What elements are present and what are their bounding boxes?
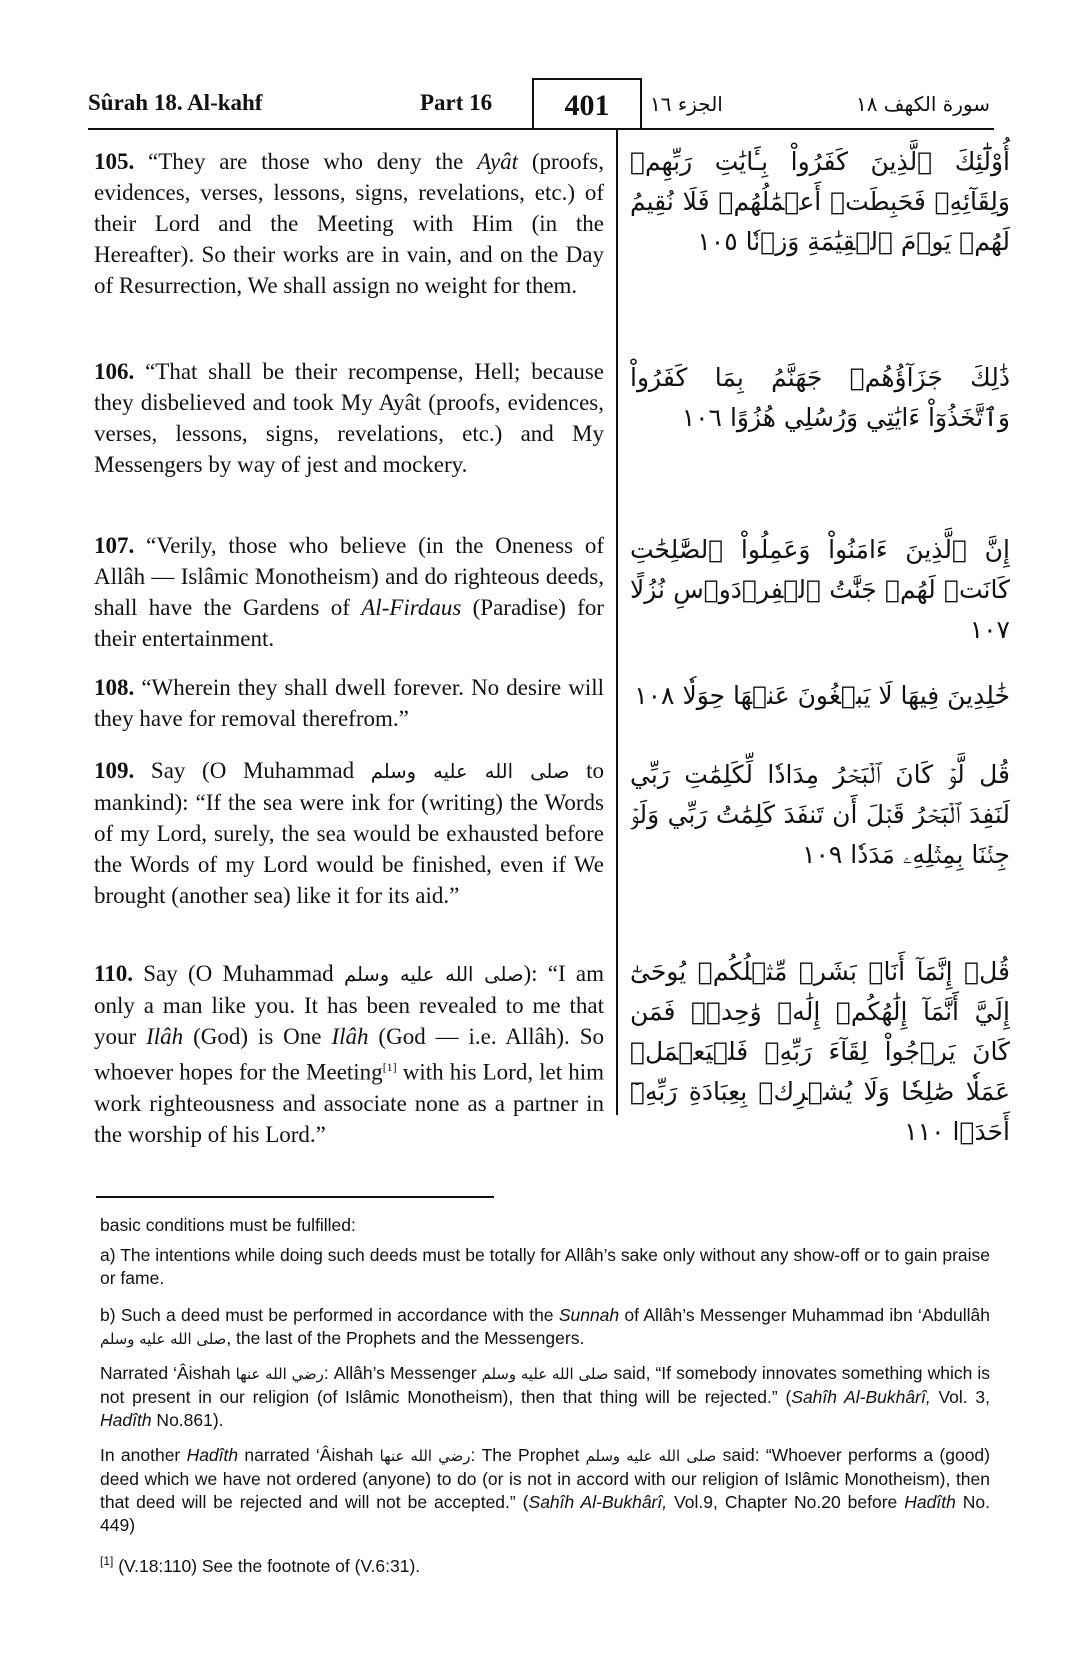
verse-text: with his Lord, let him work righteousness and associate none as a partner in the worship of his Lord.” bbox=[94, 1059, 604, 1147]
page-number: 401 bbox=[532, 78, 642, 130]
verse-text: “They are those who deny the bbox=[148, 149, 478, 174]
verse-text: (proofs, evidences, verses, lessons, signs, revelations, etc.) of their Lord and the Meeting with Him (in the Hereafter). So their works are in vain, and on the Day of Resurrection, We shall assign no weight for them. bbox=[94, 149, 605, 298]
arabic-verse-107: إِنَّ ٱلَّذِينَ ءَامَنُواْ وَعَمِلُواْ ٱلصَّٰلِحَٰتِ كَانَتۡ لَهُمۡ جَنَّٰتُ ٱلۡفِرۡدَوۡسِ نُزُلًا ١٠٧ bbox=[630, 535, 1010, 644]
footnote-marker: [1] bbox=[382, 1060, 397, 1074]
verse-text: “Verily, those who believe (in the Oneness of Allâh — Islâmic Monotheism) and do righteous deeds, shall have the Gardens of bbox=[94, 533, 605, 620]
footnote-rule bbox=[96, 1196, 494, 1198]
verse-106 bbox=[94, 356, 604, 480]
footnote-b bbox=[100, 1304, 990, 1351]
footnote-text: : The Prophet bbox=[470, 1445, 586, 1465]
footnote-text: narrated ‘Âishah bbox=[238, 1445, 380, 1465]
header-rule bbox=[88, 128, 994, 130]
arabic-part-label: الجزء ١٦ bbox=[650, 92, 723, 116]
verse-text: “That shall be their recompense, Hell; because they disbelieved and took My Ayât (proofs, evidences, verses, lessons, signs, revelations, etc.) and My Messengers by way of jest and mockery. bbox=[94, 359, 605, 477]
footnote-text: In another bbox=[100, 1445, 187, 1465]
verse-text: “Wherein they shall dwell forever. No desire will they have for removal therefrom.” bbox=[94, 675, 605, 731]
radi-inline: رضي الله عنها bbox=[379, 1447, 471, 1465]
part-label: Part 16 bbox=[420, 90, 493, 115]
footnote-narration-2 bbox=[100, 1444, 990, 1537]
footnote-narration-1 bbox=[100, 1362, 990, 1432]
footnote-italic: Hadîth bbox=[904, 1492, 956, 1512]
surah-title: Sûrah 18. Al-kahf bbox=[88, 90, 263, 115]
salawat-inline: صلى الله عليه وسلم bbox=[370, 760, 570, 783]
verse-text: (God) is One bbox=[183, 1024, 332, 1049]
footnote-text: of Allâh’s Messenger Muhammad ibn ‘Abdullâh bbox=[619, 1305, 990, 1325]
footnote-marker: [1] bbox=[100, 1554, 114, 1568]
verse-italic: Ilâh bbox=[331, 1024, 369, 1049]
footnote-text: Narrated ‘Âishah bbox=[100, 1363, 236, 1383]
verse-text: (Paradise) for their entertainment. bbox=[94, 595, 604, 651]
verse-italic: Ayât bbox=[477, 149, 519, 174]
verse-text: (God — i.e. Allâh). So whoever hopes for the Meeting bbox=[94, 1024, 604, 1085]
verse-number: 106. bbox=[94, 359, 135, 384]
radi-inline: رضي الله عنها bbox=[235, 1365, 324, 1383]
footnote-text: said: “Whoever performs a (good) deed which we have not ordered (anyone) to do (or is not in accord with our religion of Islâmic Monotheism), then that deed will be rejected and will not be accepted.” ( bbox=[100, 1445, 990, 1512]
footnote-text: Vol.9, Chapter No.20 before bbox=[667, 1492, 905, 1512]
footnote-text: said, “If somebody innovates something which is not present in our religion (of Islâmic Monotheism), then that thing will be rejected.” ( bbox=[100, 1363, 990, 1407]
verse-number: 109. bbox=[94, 758, 135, 783]
salawat-inline: صلى الله عليه وسلم bbox=[343, 963, 524, 986]
verse-text: Say (O Muhammad bbox=[150, 758, 371, 783]
arabic-surah-title: سورة الكهف ١٨ bbox=[855, 92, 990, 116]
verse-110 bbox=[94, 958, 604, 1150]
footnote-italic: Sunnah bbox=[558, 1305, 620, 1325]
arabic-verse-109: قُل لَّوۡ كَانَ ٱلۡبَحۡرُ مِدَادٗا لِّكَلِمَٰتِ رَبِّي لَنَفِدَ ٱلۡبَحۡرُ قَبۡلَ أَن تَنفَدَ كَلِمَٰتُ رَبِّي وَلَوۡ جِئۡنَا بِمِثۡلِهِۦ مَدَدٗا ١٠٩ bbox=[630, 760, 1010, 869]
arabic-verse-106: ذَٰلِكَ جَزَآؤُهُمۡ جَهَنَّمُ بِمَا كَفَرُواْ وَٱتَّخَذُوٓاْ ءَايَٰتِي وَرُسُلِي هُزُوًا ١٠٦ bbox=[630, 363, 1010, 432]
footnote-intro: basic conditions must be fulfilled: bbox=[100, 1215, 356, 1235]
verse-italic: Ilâh bbox=[146, 1024, 184, 1049]
verse-107 bbox=[94, 530, 604, 654]
salawat-inline: صلى الله عليه وسلم bbox=[585, 1447, 717, 1465]
footnote-text: b) Such a deed must be performed in accordance with the bbox=[100, 1305, 559, 1325]
verse-number: 107. bbox=[94, 533, 135, 558]
footnote-italic: Hadîth bbox=[100, 1410, 152, 1430]
verse-109 bbox=[94, 755, 604, 911]
footnote-text: No.861). bbox=[151, 1410, 224, 1430]
footnote-text: No. 449) bbox=[100, 1492, 990, 1535]
verse-number: 108. bbox=[94, 675, 135, 700]
footnote-text: (V.18:110) See the footnote of (V.6:31). bbox=[113, 1555, 421, 1576]
verse-text: to mankind): “If the sea were ink for (writing) the Words of my Lord, surely, the sea would be exhausted before the Words of my Lord would be finished, even if We brought (another sea) like it for its aid.” bbox=[94, 758, 605, 908]
verse-108 bbox=[94, 672, 604, 734]
verse-number: 105. bbox=[94, 149, 135, 174]
salawat-inline: صلى الله عليه وسلم bbox=[481, 1365, 609, 1383]
verse-105 bbox=[94, 146, 604, 301]
verse-italic: Al-Firdaus bbox=[361, 595, 462, 620]
footnote-text: Vol. 3, bbox=[930, 1387, 990, 1407]
footnote-text: , the last of the Prophets and the Messengers. bbox=[226, 1328, 585, 1348]
footnote-italic: Sahîh Al-Bukhârî, bbox=[528, 1492, 668, 1512]
verse-text: ): “I am only a man like you. It has been revealed to me that your bbox=[94, 961, 605, 1049]
column-divider bbox=[616, 130, 618, 1115]
footnote-text: : Allâh’s Messenger bbox=[323, 1363, 482, 1383]
footnote-a: a) The intentions while doing such deeds must be totally for Allâh’s sake only without any show-off or to gain praise or fame. bbox=[100, 1245, 990, 1288]
footnote-italic: Sahîh Al-Bukhârî, bbox=[791, 1387, 931, 1407]
arabic-verse-108: خَٰلِدِينَ فِيهَا لَا يَبۡغُونَ عَنۡهَا حِوَلٗا ١٠٨ bbox=[634, 681, 1010, 710]
footnote-1 bbox=[100, 1550, 990, 1578]
salawat-inline: صلى الله عليه وسلم bbox=[100, 1330, 227, 1348]
verse-text: Say (O Muhammad bbox=[143, 961, 344, 986]
footnote-italic: Hadîth bbox=[186, 1445, 239, 1465]
arabic-verse-105: أُوْلَٰٓئِكَ ٱلَّذِينَ كَفَرُواْ بِـَٔايَٰتِ رَبِّهِمۡ وَلِقَآئِهِۦ فَحَبِطَتۡ أَعۡمَٰلُهُمۡ فَلَا نُقِيمُ لَهُمۡ يَوۡمَ ٱلۡقِيَٰمَةِ وَزۡنٗا ١٠٥ bbox=[630, 147, 1010, 256]
verse-number: 110. bbox=[94, 961, 133, 986]
arabic-verse-110: قُلۡ إِنَّمَآ أَنَا۠ بَشَرٞ مِّثۡلُكُمۡ يُوحَىٰٓ إِلَيَّ أَنَّمَآ إِلَٰهُكُمۡ إِلَٰهٞ وَٰحِدٞۖ فَمَن كَانَ يَرۡجُواْ لِقَآءَ رَبِّهِۦ فَلۡيَعۡمَلۡ عَمَلٗا صَٰلِحٗا وَلَا يُشۡرِكۡ بِعِبَادَةِ رَبِّهِۦٓ أَحَدَۢا ١١٠ bbox=[630, 957, 1010, 1146]
